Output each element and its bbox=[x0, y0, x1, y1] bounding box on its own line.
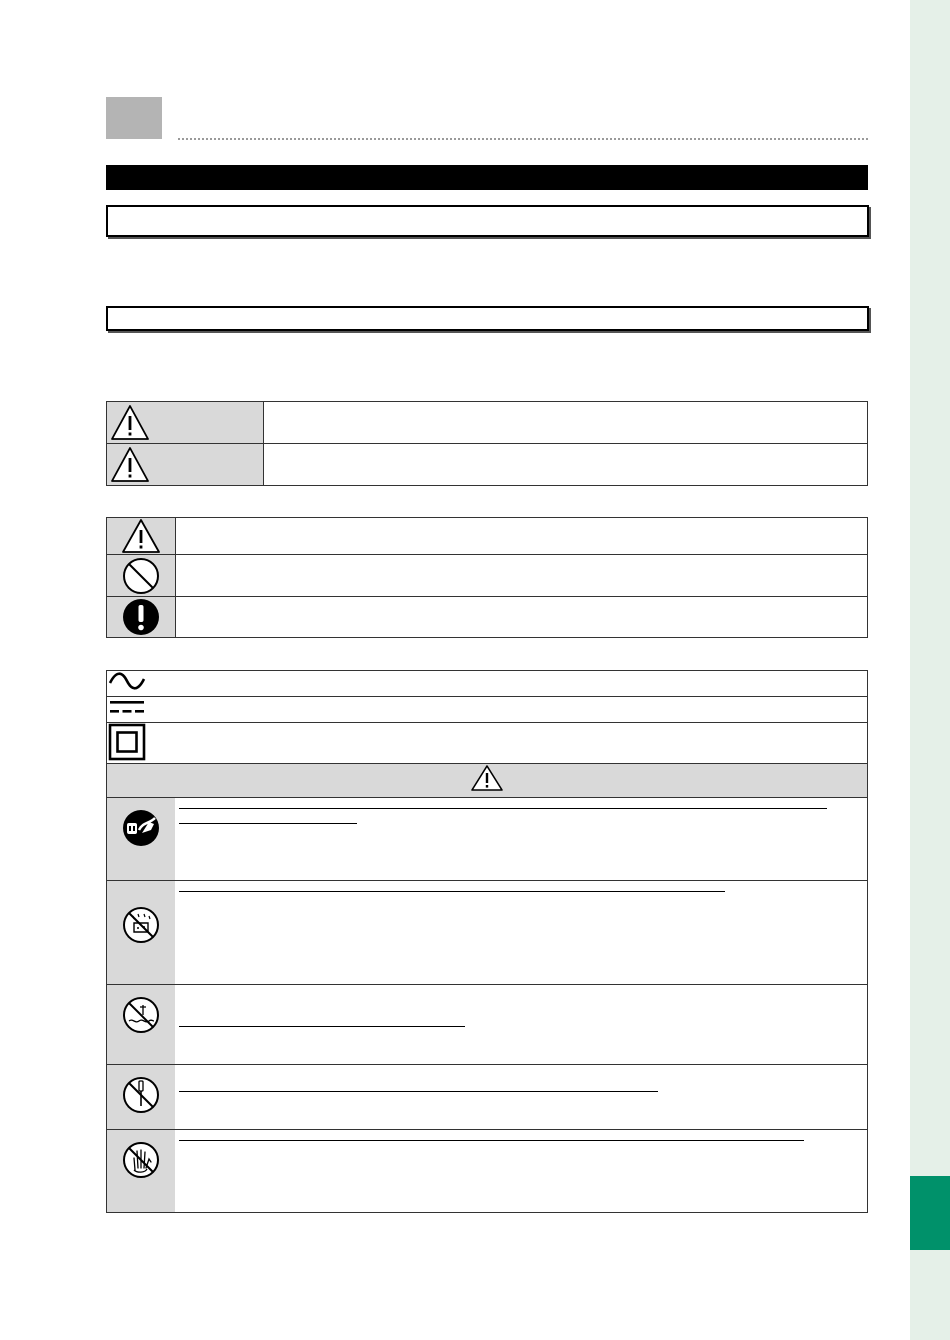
table-row bbox=[107, 444, 868, 486]
caution-triangle-icon bbox=[121, 518, 161, 554]
table-row bbox=[107, 1065, 868, 1130]
header-dotted-rule bbox=[178, 138, 868, 140]
warning-triangle-icon bbox=[470, 764, 504, 792]
table-row bbox=[107, 1130, 868, 1213]
power-icon-cell bbox=[107, 723, 148, 767]
underlined-text-line bbox=[179, 823, 357, 824]
hazard-description bbox=[264, 444, 868, 486]
underlined-text-line bbox=[179, 891, 725, 892]
hazard-icon-cell bbox=[107, 402, 264, 444]
hazard-icon-cell bbox=[107, 444, 264, 486]
hazard-description bbox=[264, 402, 868, 444]
warning-icon-cell bbox=[107, 881, 176, 985]
warning-icon-cell bbox=[107, 1065, 176, 1130]
dc-current-icon bbox=[107, 697, 147, 717]
power-description bbox=[147, 723, 868, 767]
warning-text-cell bbox=[175, 798, 868, 881]
table-row bbox=[107, 985, 868, 1065]
side-margin-strip bbox=[910, 0, 950, 1340]
symbol-meaning-table bbox=[106, 517, 868, 638]
table-row bbox=[107, 671, 868, 697]
double-insulation-icon bbox=[107, 723, 147, 761]
subsection-box-2 bbox=[106, 306, 869, 331]
do-not-touch-icon bbox=[121, 1140, 161, 1180]
warning-table-header bbox=[107, 764, 868, 798]
table-row bbox=[107, 697, 868, 723]
power-icon-cell bbox=[107, 671, 148, 697]
warning-text-cell bbox=[175, 1130, 868, 1213]
table-row bbox=[107, 723, 868, 767]
warning-text-cell bbox=[175, 985, 868, 1065]
no-water-icon bbox=[121, 995, 161, 1035]
no-wet-hands-icon bbox=[121, 905, 161, 945]
warning-header-cell bbox=[107, 764, 868, 798]
mandatory-exclamation-icon bbox=[121, 597, 161, 637]
warning-text-cell bbox=[175, 881, 868, 985]
warning-icon-cell bbox=[107, 985, 176, 1065]
table-row bbox=[107, 881, 868, 985]
chapter-tab[interactable] bbox=[910, 1176, 950, 1250]
symbol-icon-cell bbox=[107, 518, 176, 555]
underlined-text-line bbox=[179, 1026, 465, 1027]
prohibited-circle-icon bbox=[121, 556, 161, 596]
power-description bbox=[147, 697, 868, 723]
table-row bbox=[107, 518, 868, 555]
chapter-number-box bbox=[106, 97, 162, 139]
power-symbol-table bbox=[106, 670, 868, 767]
table-row bbox=[107, 798, 868, 881]
unplug-icon bbox=[121, 808, 161, 848]
warning-triangle-icon bbox=[107, 445, 263, 485]
warning-icon-cell bbox=[107, 1130, 176, 1213]
symbol-icon-cell bbox=[107, 597, 176, 638]
table-row bbox=[107, 597, 868, 638]
symbol-description bbox=[176, 518, 868, 555]
warning-text-cell bbox=[175, 1065, 868, 1130]
power-icon-cell bbox=[107, 697, 148, 723]
symbol-icon-cell bbox=[107, 555, 176, 597]
power-description bbox=[147, 671, 868, 697]
section-title-bar bbox=[106, 165, 868, 190]
warning-table bbox=[106, 763, 868, 1213]
no-disassemble-icon bbox=[121, 1075, 161, 1115]
underlined-text-line bbox=[179, 808, 827, 809]
warning-triangle-icon bbox=[107, 403, 263, 443]
table-row bbox=[107, 555, 868, 597]
subsection-box-1 bbox=[106, 205, 869, 237]
symbol-description bbox=[176, 555, 868, 597]
ac-current-icon bbox=[107, 671, 147, 691]
symbol-description bbox=[176, 597, 868, 638]
warning-icon-cell bbox=[107, 798, 176, 881]
underlined-text-line bbox=[179, 1140, 804, 1141]
table-row bbox=[107, 402, 868, 444]
underlined-text-line bbox=[179, 1091, 658, 1092]
hazard-level-table bbox=[106, 401, 868, 486]
